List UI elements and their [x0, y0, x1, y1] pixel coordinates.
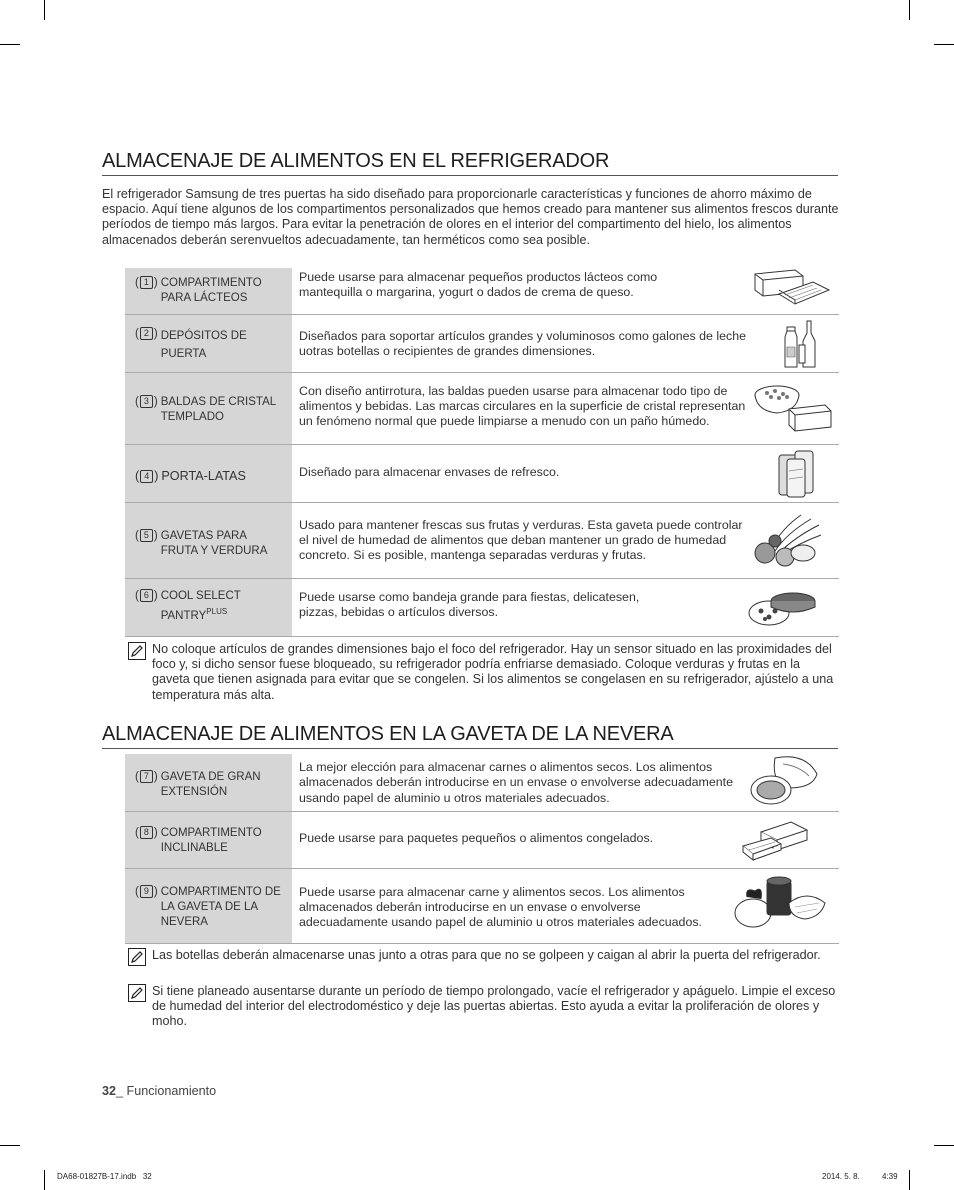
section-title-refrigerador: ALMACENAJE DE ALIMENTOS EN EL REFRIGERADOR — [102, 150, 838, 176]
compartment-description: Con diseño antirrotura, las baldas pueden usarse para almacenar todo tipo de alimentos y bebidas. Las marcas circulares en la superficie de cristal representan un fenómeno normal que puede limpiarse a menudo con un paño húmedo. — [292, 372, 839, 444]
butter-box-icon — [751, 268, 833, 306]
bottles-icon — [781, 319, 821, 369]
compartment-description: Puede usarse para almacenar carne y alimentos secos. Los alimentos almacenados deberán introducirse en un envase o envolverse adecuadamente usando papel de aluminio u otros materiales adecuados. — [292, 868, 839, 943]
compartment-description: La mejor elección para almacenar carnes o alimentos secos. Los alimentos almacenados deberán introducirse en un envase o envolverse adecuadamente usando papel de aluminio u otros materiales adecuados. — [292, 754, 839, 811]
compartment-label: ( 8 ) COMPARTIMENTO INCLINABLE — [125, 811, 292, 868]
note-pencil-icon — [128, 642, 146, 660]
meat-jars-icon — [733, 873, 829, 933]
table-row — [125, 578, 839, 636]
table-row — [125, 314, 839, 372]
compartment-label: ( 6 ) COOL SELECT $PANTRY^{PLUS}$ — [125, 578, 292, 636]
compartment-description: Diseñado para almacenar envases de refresco. — [292, 444, 839, 502]
vegetables-icon — [751, 509, 827, 571]
compartments-table — [125, 268, 839, 637]
compartment-label: ( 7 ) GAVETA DE GRAN EXTENSIÓN — [125, 754, 292, 811]
section-title-gaveta-nevera: ALMACENAJE DE ALIMENTOS EN LA GAVETA DE LA NEVERA — [102, 723, 838, 749]
note-bottles — [128, 948, 840, 966]
drawer-table — [125, 754, 839, 944]
compartment-description: Puede usarse como bandeja grande para fiestas, delicatesen, pizzas, bebidas o artículos diversos. — [292, 578, 839, 636]
page-number: 32 — [102, 1084, 117, 1098]
compartment-label: ( 4 ) PORTA-LATAS — [125, 444, 292, 502]
compartment-description: Usado para mantener frescas sus frutas y verduras. Esta gaveta puede controlar el nivel de humedad de alimentos que deban mantener un grado de humedad concreto. Si es posible, mantenga separadas verduras y frutas. — [292, 502, 839, 578]
party-tray-icon — [747, 587, 819, 631]
imprint-time: 4:39 — [882, 1172, 898, 1181]
page-footer — [102, 1084, 216, 1098]
compartment-description: Puede usarse para paquetes pequeños o alimentos congelados. — [292, 811, 839, 868]
table-row — [125, 372, 839, 444]
note-pencil-icon — [128, 948, 146, 966]
imprint-file-name: DA68-01827B-17.indb 32 — [57, 1172, 152, 1181]
table-row — [125, 444, 839, 502]
compartment-label: ( 1 ) COMPARTIMENTO PARA LÁCTEOS — [125, 268, 292, 314]
soda-cans-icon — [775, 449, 823, 499]
compartment-label: ( 9 ) COMPARTIMENTO DE LA GAVETA DE LA NEVERA — [125, 868, 292, 943]
small-packages-icon — [741, 820, 811, 862]
table-row — [125, 811, 839, 868]
compartment-label: ( 2 ) DEPÓSITOS DE PUERTA — [125, 314, 292, 372]
imprint-date: 2014. 5. 8. — [822, 1172, 860, 1181]
note-text: No coloque artículos de grandes dimensiones bajo el foco del refrigerador. Hay un sensor situado en las proximidades del foco y, si dicho sensor fuese bloqueado, su refrigerador podría enfriarse demasiado. Coloque verduras y frutas en la gaveta que tienen asignada para evitar que se congelen. Si los alimentos se congelasen en su refrigerador, ajústelo a una temperatura más alta. — [152, 642, 834, 702]
note-pencil-icon — [128, 984, 146, 1002]
table-row — [125, 268, 839, 314]
table-row — [125, 754, 839, 811]
note-large-items — [128, 642, 840, 703]
note-absence — [128, 984, 840, 1030]
compartment-description: Puede usarse para almacenar pequeños productos lácteos como mantequilla o margarina, yogurt o dados de crema de queso. — [292, 268, 839, 314]
page-section-label: _ Funcionamiento — [116, 1084, 217, 1098]
wrapped-meat-icon — [749, 754, 821, 808]
food-containers-icon — [753, 381, 835, 437]
compartment-label: ( 5 ) GAVETAS PARA FRUTA Y VERDURA — [125, 502, 292, 578]
note-text: Si tiene planeado ausentarse durante un período de tiempo prolongado, vacíe el refrigerador y apáguelo. Limpie el exceso de humedad del interior del electrodoméstico y deje las puertas abiertas. Esto ayuda a evitar la proliferación de olores y moho. — [152, 984, 836, 1029]
table-row — [125, 502, 839, 578]
table-row — [125, 868, 839, 943]
note-text: Las botellas deberán almacenarse unas junto a otras para que no se golpeen y caigan al abrir la puerta del refrigerador. — [152, 948, 821, 962]
intro-paragraph: El refrigerador Samsung de tres puertas ha sido diseñado para proporcionarle características y funciones de ahorro máximo de espacio. Aquí tiene algunos de los compartimentos personalizados que hemos creado para mantener sus alimentos frescos durante períodos de tiempo más largos. Para evitar la penetración de olores en el interior del compartimento del hielo, los alimentos almacenados deberán serenvueltos adecuadamente, tan herméticos como sea posible. — [102, 187, 839, 247]
compartment-description: Diseñados para soportar artículos grandes y voluminosos como galones de leche uotras botellas o recipientes de grandes dimensiones. — [292, 314, 839, 372]
compartment-label: ( 3 ) BALDAS DE CRISTAL TEMPLADO — [125, 372, 292, 444]
